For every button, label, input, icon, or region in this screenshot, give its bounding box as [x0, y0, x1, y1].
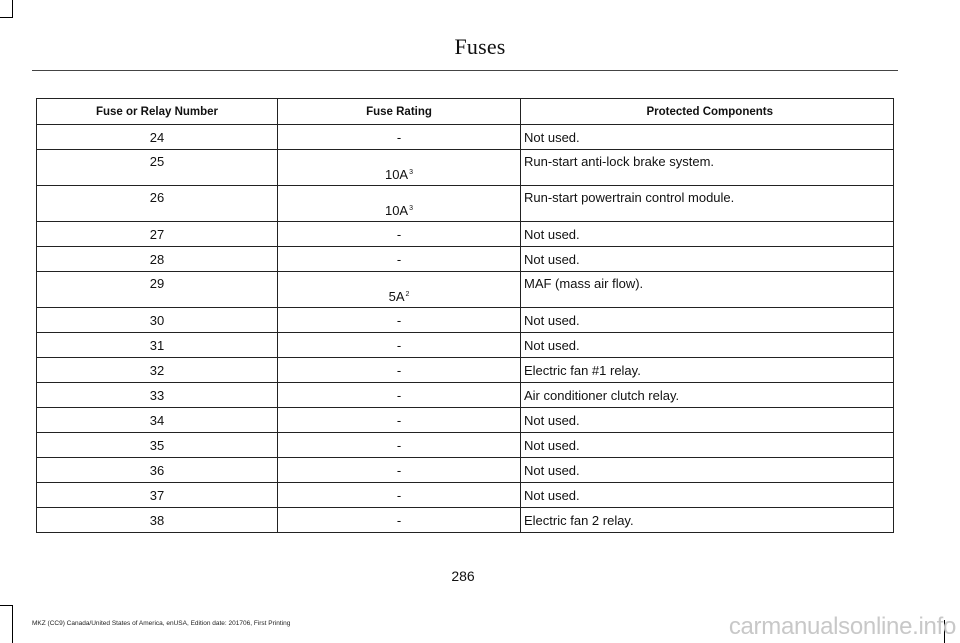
table-header-row [37, 99, 894, 125]
protected-component-cell: Not used. [521, 333, 894, 358]
fuse-rating-cell [278, 458, 521, 483]
table-row [37, 458, 894, 483]
table-row [37, 150, 894, 186]
fuse-number-cell: 35 [37, 433, 278, 458]
crop-mark [0, 605, 13, 606]
table-row [37, 383, 894, 408]
fuse-rating-value: - [396, 412, 402, 428]
crop-mark [0, 17, 13, 18]
protected-component-cell: Not used. [521, 222, 894, 247]
fuse-rating-cell [278, 433, 521, 458]
fuse-rating-cell [278, 125, 521, 150]
fuse-rating-value: 5A [388, 289, 405, 304]
fuse-rating-cell [278, 358, 521, 383]
fuse-rating-value: - [396, 487, 402, 503]
protected-component-cell: Electric fan #1 relay. [521, 358, 894, 383]
protected-component-cell: MAF (mass air flow). [521, 272, 894, 308]
fuse-number-cell: 37 [37, 483, 278, 508]
fuse-rating-value: - [396, 462, 402, 478]
table-row [37, 483, 894, 508]
crop-mark [12, 605, 13, 643]
fuse-rating-cell [278, 272, 521, 308]
table-row [37, 125, 894, 150]
footnote-marker: 2 [405, 290, 410, 298]
protected-component-cell: Not used. [521, 125, 894, 150]
table-row [37, 333, 894, 358]
fuse-rating-cell [278, 222, 521, 247]
column-header-rating: Fuse Rating [278, 99, 521, 125]
fuse-rating-value: 10A [384, 167, 409, 182]
fuse-rating-value: - [396, 362, 402, 378]
table-row [37, 247, 894, 272]
protected-component-cell: Air conditioner clutch relay. [521, 383, 894, 408]
page-title: Fuses [454, 34, 506, 59]
fuse-number-cell: 25 [37, 150, 278, 186]
table-body [37, 125, 894, 533]
fuse-rating-value: - [396, 129, 402, 145]
crop-mark [12, 0, 13, 18]
title-divider [32, 70, 898, 71]
fuse-number-cell: 29 [37, 272, 278, 308]
fuse-number-cell: 30 [37, 308, 278, 333]
fuse-rating-cell [278, 483, 521, 508]
protected-component-cell: Electric fan 2 relay. [521, 508, 894, 533]
table-row [37, 222, 894, 247]
protected-component-cell: Not used. [521, 483, 894, 508]
fuse-number-cell: 28 [37, 247, 278, 272]
protected-component-cell: Run-start powertrain control module. [521, 186, 894, 222]
fuse-rating-value: - [396, 226, 402, 242]
table-row [37, 272, 894, 308]
table-row [37, 433, 894, 458]
protected-component-cell: Run-start anti-lock brake system. [521, 150, 894, 186]
table-row [37, 308, 894, 333]
page-number: 286 [451, 568, 475, 584]
fuse-rating-value: - [396, 337, 402, 353]
protected-component-cell: Not used. [521, 458, 894, 483]
fuse-rating-value: - [396, 387, 402, 403]
table-row [37, 508, 894, 533]
watermark-link[interactable]: carmanualsonline.info [728, 613, 956, 640]
fuse-rating-cell [278, 383, 521, 408]
column-header-components: Protected Components [521, 99, 894, 125]
fuse-number-cell: 24 [37, 125, 278, 150]
fuse-table [36, 98, 894, 533]
protected-component-cell: Not used. [521, 408, 894, 433]
edition-footer: MKZ (CC9) Canada/United States of America, enUSA, Edition date: 201706, First Printing [32, 620, 291, 627]
column-header-number: Fuse or Relay Number [37, 99, 278, 125]
protected-component-cell: Not used. [521, 247, 894, 272]
footnote-marker: 3 [409, 168, 414, 176]
fuse-number-cell: 27 [37, 222, 278, 247]
table-row [37, 408, 894, 433]
fuse-number-cell: 38 [37, 508, 278, 533]
fuse-rating-cell [278, 333, 521, 358]
fuse-number-cell: 36 [37, 458, 278, 483]
table-row [37, 358, 894, 383]
fuse-rating-value: - [396, 437, 402, 453]
fuse-rating-cell [278, 508, 521, 533]
fuse-rating-value: - [396, 312, 402, 328]
table-row [37, 186, 894, 222]
fuse-rating-value: - [396, 251, 402, 267]
footnote-marker: 3 [409, 204, 414, 212]
fuse-number-cell: 26 [37, 186, 278, 222]
fuse-rating-value: - [396, 512, 402, 528]
fuse-number-cell: 32 [37, 358, 278, 383]
protected-component-cell: Not used. [521, 433, 894, 458]
fuse-number-cell: 33 [37, 383, 278, 408]
fuse-rating-cell [278, 408, 521, 433]
fuse-rating-cell [278, 186, 521, 222]
protected-component-cell: Not used. [521, 308, 894, 333]
fuse-number-cell: 34 [37, 408, 278, 433]
fuse-rating-cell [278, 308, 521, 333]
fuse-rating-cell [278, 247, 521, 272]
fuse-number-cell: 31 [37, 333, 278, 358]
fuse-rating-value: 10A [384, 203, 409, 218]
fuse-rating-cell [278, 150, 521, 186]
